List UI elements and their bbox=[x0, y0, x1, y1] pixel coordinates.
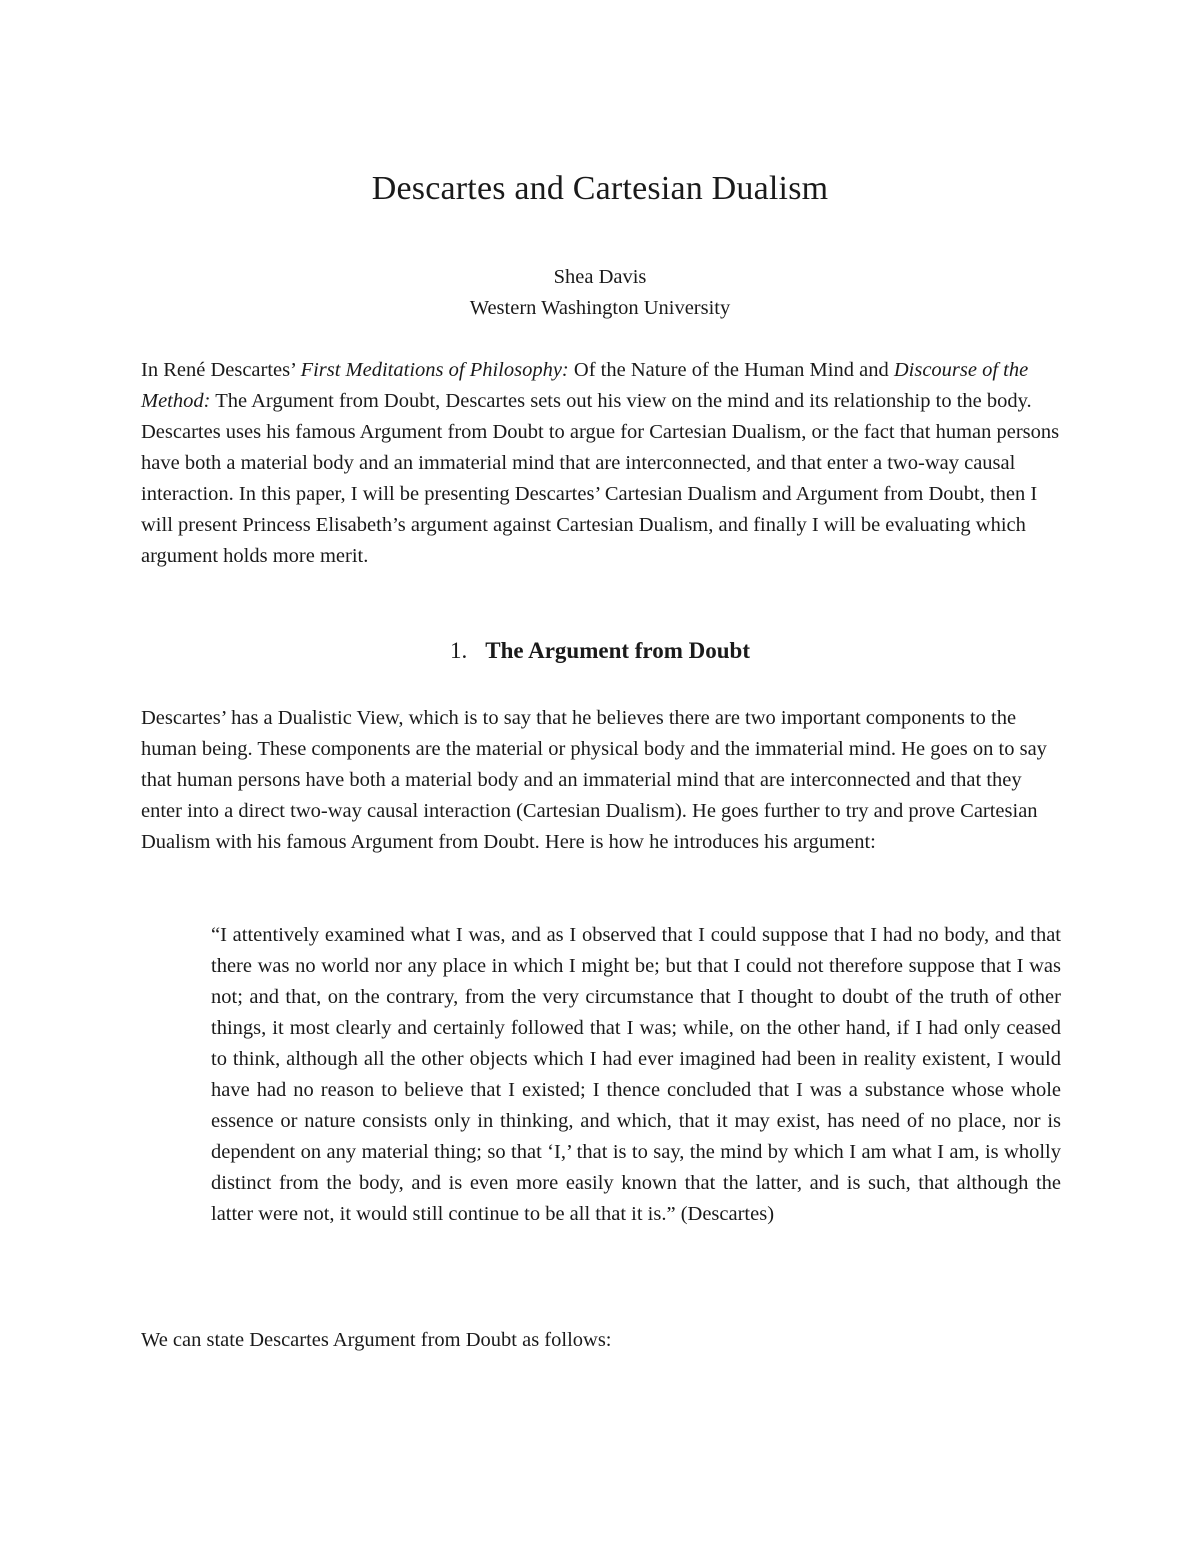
section-number: 1. bbox=[450, 638, 468, 663]
section-title: The Argument from Doubt bbox=[485, 638, 750, 663]
block-quote: “I attentively examined what I was, and as I observed that I could suppose that I had no body, and that there was no world nor any place in which I might be; but that I could not therefore suppose that I was not; and that, on the contrary, from the very circumstance that I thought to doubt of the truth of other things, it most clearly and certainly followed that I was; while, on the other hand, if I had only ceased to think, although all the other objects which I had ever imagined had been in reality existent, I would have had no reason to believe that I existed; I thence concluded that I was a substance whose whole essence or nature consists only in thinking, and which, that it may exist, has need of no place, nor is dependent on any material thing; so that ‘I,’ that is to say, the mind by which I am what I am, is wholly distinct from the body, and is even more easily known that the latter, and is such, that although the latter were not, it would still continue to be all that it is.” (Descartes) bbox=[211, 924, 1061, 1225]
author-block bbox=[0, 262, 1200, 324]
author-name: Shea Davis bbox=[553, 266, 647, 288]
body-paragraph-closing: We can state Descartes Argument from Doubt as follows: bbox=[141, 1329, 612, 1351]
intro-text-3: The Argument from Doubt, Descartes sets out his view on the mind and its relationship to the body. Descartes uses his famous Argument from Doubt to argue for Cartesian Dualism, or the fact that human persons have both a material body and an immaterial mind that are interconnected, and that enter a two-way causal interaction. In this paper, I will be presenting Descartes’ Cartesian Dualism and Argument from Doubt, then I will present Princess Elisabeth’s argument against Cartesian Dualism, and finally I will be evaluating which argument holds more merit. bbox=[141, 390, 1060, 567]
document-title: Descartes and Cartesian Dualism bbox=[371, 170, 829, 207]
intro-paragraph bbox=[141, 355, 1061, 572]
author-institution: Western Washington University bbox=[469, 297, 731, 319]
intro-title-meditations: First Meditations of Philosophy: bbox=[300, 359, 569, 381]
section-heading bbox=[0, 638, 1200, 664]
intro-title-discourse: Discourse of the Method: bbox=[141, 359, 1029, 412]
intro-text-1: In René Descartes’ bbox=[141, 359, 301, 381]
intro-text-2: Of the Nature of the Human Mind and bbox=[568, 359, 894, 381]
body-paragraph: Descartes’ has a Dualistic View, which is to say that he believes there are two important components to the human being. These components are the material or physical body and the immaterial mind. He goes on to say that human persons have both a material body and an immaterial mind that are interconnected and that they enter into a direct two-way causal interaction (Cartesian Dualism). He goes further to try and prove Cartesian Dualism with his famous Argument from Doubt. Here is how he introduces his argument: bbox=[141, 707, 1047, 853]
